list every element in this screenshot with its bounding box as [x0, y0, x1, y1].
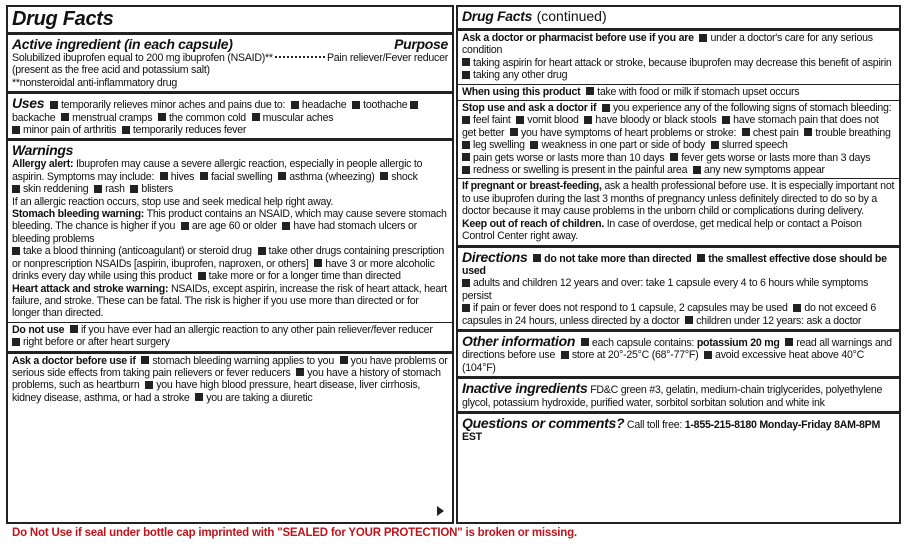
bullet-icon [462, 141, 470, 149]
bullet-icon [462, 116, 470, 124]
do-not-use-section [8, 323, 452, 354]
bullet-icon [462, 279, 470, 287]
stomach-item: take other drugs containing prescription or nonprescription NSAIDs [aspirin, ibuprofen, naproxen, or others] [12, 245, 445, 270]
ask-doctor-item: you have high blood pressure, heart disease, liver cirrhosis, kidney disease, asthma, or had a stroke [12, 379, 421, 404]
stop-use-item: chest pain [752, 126, 799, 139]
stop-use-item: you have symptoms of heart problems or stroke: [520, 126, 737, 139]
stop-use-item: redness or swelling is present in the painful area [473, 164, 688, 177]
bullet-icon [282, 222, 290, 230]
purpose-heading: Purpose [394, 36, 448, 52]
bullet-icon [699, 34, 707, 42]
directions-section [458, 248, 899, 332]
bullet-icon [462, 304, 470, 312]
allergy-item: facial swelling [210, 170, 273, 183]
bullet-icon [462, 166, 470, 174]
bullet-icon [742, 128, 750, 136]
other-information-section [458, 332, 899, 379]
heart-warning-text: NSAIDs, except aspirin, increase the risk of heart attack, heart failure, and stroke. These can be fatal. The risk is higher if you use more than directed or for longer than directed. [12, 282, 448, 320]
phone-number: 1-855-215-8180 Monday-Friday 8AM-8PM EST [462, 418, 881, 444]
stomach-item: have 3 or more alcoholic drinks every day while using this product [12, 257, 435, 283]
bullet-icon [693, 166, 701, 174]
allergy-item: skin reddening [23, 183, 89, 196]
ask-doctor-section [8, 354, 452, 407]
uses-item: temporarily reduces fever [132, 124, 247, 137]
bullet-icon [141, 356, 149, 364]
bullet-icon [160, 172, 168, 180]
allergy-alert-text: Ibuprofen may cause a severe allergic reaction, especially in people allergic to aspirin. Symptoms may include: [12, 158, 423, 183]
purpose-text: Pain reliever/Fever reducer [326, 52, 448, 64]
bullet-icon [581, 338, 589, 346]
do-not-use-item: if you have ever had an allergic reaction to any other pain reliever/fever reducer [80, 323, 433, 336]
stomach-item: take more or for a longer time than directed [208, 270, 401, 283]
bullet-icon [12, 338, 20, 346]
bullet-icon [510, 128, 518, 136]
active-ingredient-section [8, 35, 452, 94]
stop-use-item: have stomach pain that does not get better [462, 114, 879, 139]
stomach-item: have had stomach ulcers or bleeding problems [12, 220, 417, 245]
bullet-icon [200, 172, 208, 180]
bullet-icon [145, 381, 153, 389]
panel-title-suffix: (continued) [536, 8, 607, 24]
uses-item: muscular aches [262, 111, 334, 124]
active-ingredient-line: Solubilized ibuprofen equal to 200 mg ibuprofen (NSAID)** [12, 52, 273, 64]
do-not-use-item: right before or after heart surgery [23, 336, 170, 349]
directions-item: if pain or fever does not respond to 1 capsule, 2 capsules may be used [473, 302, 788, 315]
do-not-use-label: Do not use [12, 323, 65, 336]
stomach-warning-text: This product contains an NSAID, which may cause severe stomach bleeding. The chance is higher if you [12, 208, 447, 233]
bullet-icon [158, 113, 166, 121]
stop-use-item: trouble breathing [815, 126, 891, 139]
ask-doctor-item: you are taking a diuretic [206, 391, 313, 404]
uses-item: minor pain of arthritis [23, 124, 117, 137]
stomach-warning-label: Stomach bleeding warning: [12, 208, 145, 221]
bullet-icon [130, 185, 138, 193]
bullet-icon [697, 254, 705, 262]
bullet-icon [533, 254, 541, 262]
ask-doctor-item: you have a history of stomach problems, such as heartburn [12, 366, 441, 392]
stop-use-item: have bloody or black stools [595, 114, 717, 127]
ask-pharmacist-item: under a doctor's care for any serious condition [462, 32, 873, 57]
bullet-icon [340, 356, 348, 364]
other-item-prefix: each capsule contains: [591, 336, 695, 349]
bullet-icon [685, 316, 693, 324]
bullet-icon [181, 222, 189, 230]
uses-item: backache [12, 111, 56, 124]
warnings-heading: Warnings [12, 142, 74, 159]
allergy-item: blisters [141, 183, 173, 196]
stop-use-item: leg swelling [473, 139, 525, 152]
stop-use-label: Stop use and ask a doctor if [462, 102, 597, 115]
ask-pharmacist-section [458, 31, 899, 85]
bullet-icon [50, 101, 58, 109]
bullet-icon [12, 185, 20, 193]
allergy-item: shock [391, 170, 418, 183]
bullet-icon [380, 172, 388, 180]
other-item: avoid excessive heat above 40°C (104°F) [462, 349, 865, 374]
ask-pharmacist-item: taking aspirin for heart attack or stroke, because ibuprofen may decrease this benefit of aspirin [473, 56, 892, 69]
allergy-item: hives [170, 170, 195, 183]
ask-doctor-item: stomach bleeding warning applies to you [152, 354, 334, 367]
drug-facts-panel-right [456, 5, 901, 524]
potassium-content: potassium 20 mg [696, 336, 780, 349]
panel-title: Drug Facts [462, 8, 533, 24]
bullet-icon [711, 141, 719, 149]
allergy-item: rash [105, 183, 125, 196]
bullet-icon [462, 153, 470, 161]
stop-use-item: fever gets worse or lasts more than 3 days [681, 151, 871, 164]
directions-bold-item: do not take more than directed [544, 252, 692, 265]
bullet-icon [584, 116, 592, 124]
stop-use-intro: you experience any of the following signs of stomach bleeding: [612, 102, 892, 115]
keep-out-text: In case of overdose, get medical help or contact a Poison Control Center right away. [462, 217, 862, 243]
title-section [8, 7, 452, 35]
stop-use-item: feel faint [473, 114, 511, 127]
other-item: store at 20°-25°C (68°-77°F) [571, 349, 699, 362]
bullet-icon [602, 104, 610, 112]
active-ingredient-line2: (present as the free acid and potassium salt) [12, 64, 210, 77]
inactive-ingredients-heading: Inactive ingredients [462, 380, 588, 397]
bullet-icon [252, 113, 260, 121]
bullet-icon [258, 247, 266, 255]
stop-use-item: any new symptoms appear [703, 164, 825, 177]
other-item: read all warnings and directions before use [462, 336, 892, 362]
directions-item: children under 12 years: ask a doctor [696, 314, 862, 327]
inactive-ingredients-text: FD&C green #3, gelatin, medium-chain triglycerides, polyethylene glycol, potassium hydroxide, purified water, sorbitol sorbitan solution and white ink [462, 384, 883, 409]
drug-facts-panel-left [6, 5, 454, 524]
other-information-heading: Other information [462, 332, 576, 349]
bullet-icon [722, 116, 730, 124]
questions-heading: Questions or comments? [462, 414, 625, 431]
when-using-section [458, 85, 899, 101]
bullet-icon [462, 71, 470, 79]
uses-intro: temporarily relieves minor aches and pains due to: [60, 99, 286, 112]
ask-pharmacist-item: taking any other drug [473, 69, 568, 82]
bullet-icon [195, 393, 203, 401]
ask-doctor-label: Ask a doctor before use if [12, 354, 136, 367]
uses-item: menstrual cramps [72, 111, 153, 124]
bullet-icon [314, 259, 322, 267]
bullet-icon [516, 116, 524, 124]
stop-use-item: weakness in one part or side of body [541, 139, 706, 152]
allergy-item: asthma (wheezing) [289, 170, 375, 183]
pregnancy-label: If pregnant or breast-feeding, [462, 180, 602, 193]
directions-item: do not exceed 6 capsules in 24 hours, unless directed by a doctor [462, 302, 877, 327]
bullet-icon [352, 101, 360, 109]
inactive-ingredients-section [458, 379, 899, 414]
uses-section [8, 94, 452, 141]
questions-prefix: Call toll free: [626, 418, 683, 431]
bullet-icon [586, 87, 594, 95]
bullet-icon [198, 272, 206, 280]
uses-heading: Uses [12, 95, 45, 112]
footnote: **nonsteroidal anti-inflammatory drug [12, 76, 178, 89]
questions-section [458, 414, 899, 446]
directions-item: adults and children 12 years and over: take 1 capsule every 4 to 6 hours while symptoms persist [462, 277, 869, 302]
stop-use-item: pain gets worse or lasts more than 10 days [473, 151, 665, 164]
warnings-section [8, 141, 452, 322]
directions-heading: Directions [462, 248, 528, 265]
ask-doctor-item: you have problems or serious side effects from taking pain relievers or fever reducers [12, 354, 448, 379]
bullet-icon [94, 185, 102, 193]
title-section-continued [458, 7, 899, 31]
pregnancy-section [458, 179, 899, 247]
allergy-alert-label: Allergy alert: [12, 158, 74, 171]
bullet-icon [804, 128, 812, 136]
tamper-warning: Do Not Use if seal under bottle cap imprinted with "SEALED for YOUR PROTECTION" is broken or missing. [12, 527, 577, 539]
continue-arrow-icon [437, 506, 444, 516]
bullet-icon [704, 351, 712, 359]
bullet-icon [530, 141, 538, 149]
stop-use-item: slurred speech [721, 139, 788, 152]
bullet-icon [410, 101, 418, 109]
bullet-icon [12, 247, 20, 255]
uses-item: the common cold [168, 111, 246, 124]
bullet-icon [122, 126, 130, 134]
pregnancy-text: ask a health professional before use. It is especially important not to use ibuprofen during the last 3 months of pregnancy unless definitely directed to do so by a doctor because it may cause problems in the unborn child or complications during delivery. [462, 180, 895, 218]
ask-pharmacist-label: Ask a doctor or pharmacist before use if you are [462, 32, 694, 44]
bullet-icon [291, 101, 299, 109]
uses-item: toothache [363, 99, 408, 112]
bullet-icon [12, 126, 20, 134]
stop-use-section [458, 101, 899, 179]
stop-use-item: vomit blood [527, 114, 579, 127]
allergy-after-text: If an allergic reaction occurs, stop use and seek medical help right away. [12, 195, 334, 208]
directions-bold-item: the smallest effective dose should be used [462, 252, 887, 277]
when-using-item: take with food or milk if stomach upset occurs [597, 85, 800, 98]
leader-dots [275, 56, 325, 58]
bullet-icon [462, 58, 470, 66]
bullet-icon [793, 304, 801, 312]
bullet-icon [785, 338, 793, 346]
heart-warning-label: Heart attack and stroke warning: [12, 282, 169, 295]
uses-item: headache [301, 99, 347, 112]
bullet-icon [278, 172, 286, 180]
bullet-icon [61, 113, 69, 121]
bullet-icon [296, 368, 304, 376]
bullet-icon [670, 153, 678, 161]
stomach-item: are age 60 or older [191, 220, 277, 233]
panel-title: Drug Facts [12, 8, 114, 30]
bullet-icon [561, 351, 569, 359]
bullet-icon [70, 325, 78, 333]
keep-out-label: Keep out of reach of children. [462, 217, 605, 230]
active-ingredient-heading: Active ingredient (in each capsule) [12, 36, 233, 52]
stomach-item: take a blood thinning (anticoagulant) or steroid drug [23, 245, 252, 258]
when-using-label: When using this product [462, 85, 581, 98]
